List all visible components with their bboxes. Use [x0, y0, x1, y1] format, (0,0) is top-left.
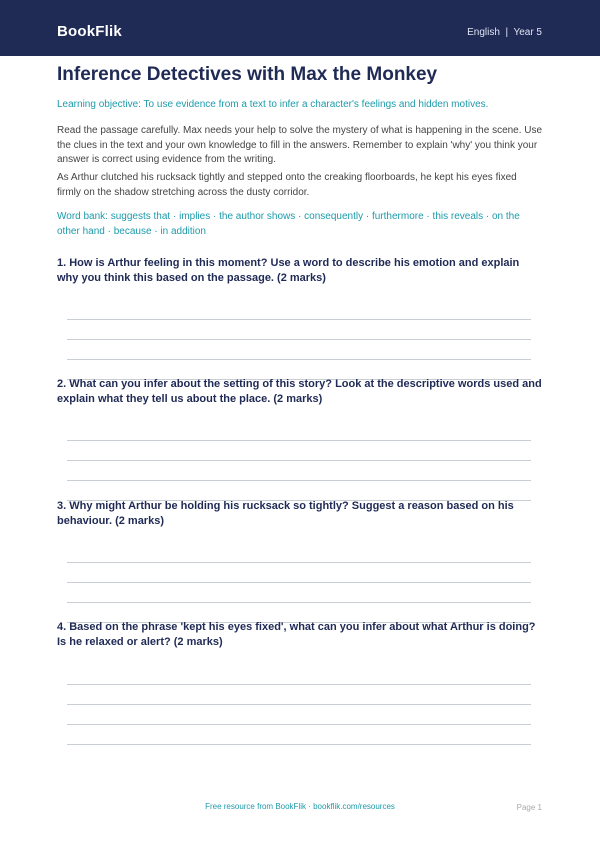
word-bank: Word bank: suggests that · implies · the author shows · consequently · furthermore · this reveals · on the other hand · because · in addition	[57, 211, 520, 237]
answer-line[interactable]	[67, 359, 531, 360]
answer-line[interactable]	[67, 684, 531, 685]
answer-line[interactable]	[67, 704, 531, 705]
answer-line[interactable]	[67, 339, 531, 340]
page-number: Page 1	[516, 803, 542, 812]
footer-resource-link[interactable]: Free resource from BookFlik · bookflik.com/resources	[205, 802, 395, 811]
worksheet-title: Inference Detectives with Max the Monkey	[57, 64, 438, 85]
answer-line[interactable]	[67, 562, 531, 563]
question-3: 3. Why might Arthur be holding his rucksack so tightly? Suggest a reason based on his behaviour. (2 marks)	[57, 500, 514, 527]
page-header	[0, 0, 600, 56]
answer-line[interactable]	[67, 582, 531, 583]
answer-line[interactable]	[67, 460, 531, 461]
answer-line[interactable]	[67, 602, 531, 603]
question-1: 1. How is Arthur feeling in this moment? Use a word to describe his emotion and explain why you think this based on the passage. (2 marks)	[57, 257, 520, 284]
instructions-paragraph: Read the passage carefully. Max needs your help to solve the mystery of what is happening in the scene. Use the clues in the text and your own knowledge to fill in the answers. Remember to explain 'why' you think your answer is correct using evidence from the writing.	[57, 125, 543, 165]
answer-line[interactable]	[67, 440, 531, 441]
answer-line[interactable]	[67, 744, 531, 745]
question-4: 4. Based on the phrase 'kept his eyes fixed', what can you infer about what Arthur is doing? Is he relaxed or alert? (2 marks)	[57, 621, 536, 648]
passage-paragraph: As Arthur clutched his rucksack tightly and stepped onto the creaking floorboards, he kept his eyes fixed firmly on the shadow stretching across the dusty corridor.	[57, 172, 517, 198]
brand-logo-text: BookFlik	[57, 23, 122, 40]
answer-line[interactable]	[67, 319, 531, 320]
answer-line[interactable]	[67, 480, 531, 481]
subject-year-label: English | Year 5	[467, 27, 542, 38]
answer-line[interactable]	[67, 724, 531, 725]
learning-objective: Learning objective: To use evidence from a text to infer a character's feelings and hidden motives.	[57, 99, 489, 110]
question-2: 2. What can you infer about the setting of this story? Look at the descriptive words used and explain what they tell us about the place. (2 marks)	[57, 378, 542, 405]
